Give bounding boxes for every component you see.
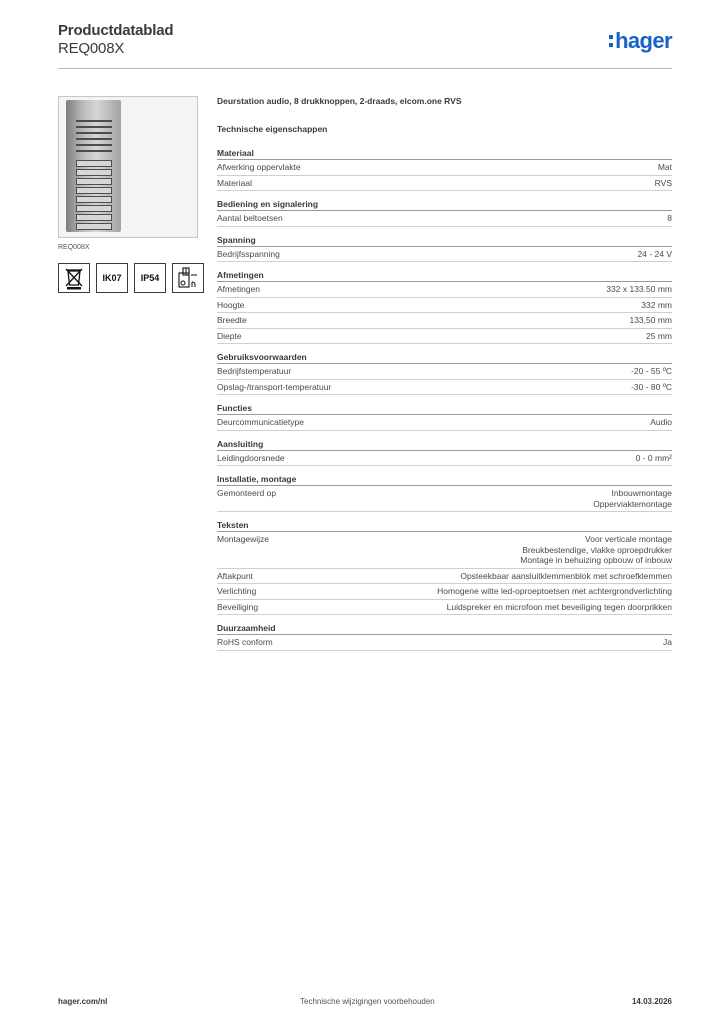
spec-row	[217, 313, 672, 329]
footer-notice: Technische wijzigingen voorbehouden	[300, 997, 435, 1006]
spec-group-title: Afmetingen	[217, 270, 672, 282]
spec-group	[217, 474, 672, 512]
spec-value: RVS	[654, 177, 672, 188]
spec-label: Bedrijfsspanning	[217, 248, 280, 259]
spec-row	[217, 160, 672, 176]
spec-value: Audio	[650, 417, 672, 427]
spec-group	[217, 403, 672, 431]
spec-value: 25 mm	[646, 330, 672, 341]
spec-value: Mat	[657, 162, 672, 172]
spec-label: RoHS conform	[217, 637, 273, 647]
spec-row	[217, 380, 672, 396]
spec-row	[217, 282, 672, 298]
spec-label: Aantal beltoetsen	[217, 213, 283, 223]
spec-label: Opslag-/transport-temperatuur	[217, 381, 332, 392]
spec-row	[217, 584, 672, 600]
ik07-badge: IK07	[96, 263, 128, 293]
logo-text: hager	[615, 28, 672, 53]
spec-group-title: Duurzaamheid	[217, 623, 672, 635]
spec-label: Breedte	[217, 315, 247, 325]
spec-label: Diepte	[217, 330, 242, 341]
spec-group-title: Bediening en signalering	[217, 199, 672, 211]
spec-value: 332 x 133.50 mm	[606, 284, 672, 294]
spec-value: Voor verticale montage Breukbestendige, vlakke oproepdrukker Montage in behuizing opbouw of inbouw	[520, 534, 672, 565]
spec-label: Leidingdoorsnede	[217, 452, 285, 463]
logo-colon-icon	[609, 35, 613, 47]
spec-row	[217, 298, 672, 314]
spec-content	[217, 96, 672, 659]
spec-group	[217, 623, 672, 651]
spec-label: Aftakpunt	[217, 570, 253, 581]
spec-label: Verlichting	[217, 586, 257, 596]
spec-group	[217, 148, 672, 191]
spec-value: 24 - 24 V	[637, 248, 672, 259]
spec-heading: Technische eigenschappen	[217, 124, 328, 134]
product-code: REQ008X	[58, 40, 125, 57]
page-title: Productdatablad	[58, 22, 174, 39]
spec-group-title: Gebruiksvoorwaarden	[217, 352, 672, 364]
spec-group	[217, 439, 672, 467]
spec-group	[217, 270, 672, 344]
spec-row	[217, 600, 672, 616]
spec-value: Homogene witte led-oproeptoetsen met achtergrondverlichting	[437, 586, 672, 596]
page-header	[58, 22, 672, 70]
spec-value: 332 mm	[641, 299, 672, 310]
spec-label: Afwerking oppervlakte	[217, 162, 301, 172]
spec-value: -20 - 55 ºC	[631, 366, 672, 376]
spec-label: Deurcommunicatietype	[217, 417, 304, 427]
ip54-badge: IP54	[134, 263, 166, 293]
spec-label: Bedrijfstemperatuur	[217, 366, 292, 376]
product-description: Deurstation audio, 8 drukknoppen, 2-draads, elcom.one RVS	[217, 96, 462, 106]
spec-row	[217, 569, 672, 585]
spec-label: Beveiliging	[217, 601, 259, 612]
spec-group-title: Installatie, montage	[217, 474, 672, 486]
header-divider	[58, 68, 672, 69]
product-image	[58, 96, 198, 238]
spec-row	[217, 211, 672, 227]
spec-row	[217, 247, 672, 263]
spec-group	[217, 199, 672, 227]
spec-row	[217, 451, 672, 467]
spec-label: Montagewijze	[217, 534, 269, 544]
spec-group-title: Aansluiting	[217, 439, 672, 451]
spec-group	[217, 520, 672, 615]
spec-group-title: Materiaal	[217, 148, 672, 160]
spec-group-title: Teksten	[217, 520, 672, 532]
spec-row	[217, 329, 672, 345]
footer-website: hager.com/nl	[58, 997, 108, 1006]
spec-value: Luidspreker en microfoon met beveiliging tegen doorprikken	[446, 601, 672, 612]
spec-value: 133,50 mm	[629, 315, 672, 325]
spec-label: Materiaal	[217, 177, 252, 188]
spec-label: Gemonteerd op	[217, 488, 277, 498]
door-station-panel	[66, 100, 121, 232]
spec-group	[217, 235, 672, 263]
flush-surface-mount-icon	[172, 263, 204, 293]
spec-row	[217, 364, 672, 380]
spec-value: -30 - 80 ºC	[631, 381, 672, 392]
spec-group	[217, 352, 672, 395]
spec-groups	[217, 148, 672, 651]
spec-value: 8	[667, 213, 672, 223]
hager-logo	[609, 28, 672, 54]
spec-row	[217, 176, 672, 192]
spec-group-title: Functies	[217, 403, 672, 415]
spec-value: 0 - 0 mm²	[635, 452, 672, 463]
spec-value: Inbouwmontage Opperviaktemontage	[593, 488, 672, 509]
spec-value: Ja	[663, 637, 672, 647]
spec-row	[217, 415, 672, 431]
image-caption: REQ008X	[58, 244, 90, 251]
spec-row	[217, 635, 672, 651]
footer-date: 14.03.2026	[631, 997, 672, 1006]
spec-value: Opsteekbaar aansluitklemmenblok met schroefklemmen	[460, 570, 672, 581]
spec-row	[217, 532, 672, 569]
spec-group-title: Spanning	[217, 235, 672, 247]
certification-badges	[58, 263, 204, 293]
weee-icon	[58, 263, 90, 293]
spec-label: Hoogte	[217, 299, 245, 310]
spec-label: Afmetingen	[217, 284, 260, 294]
spec-row	[217, 486, 672, 512]
